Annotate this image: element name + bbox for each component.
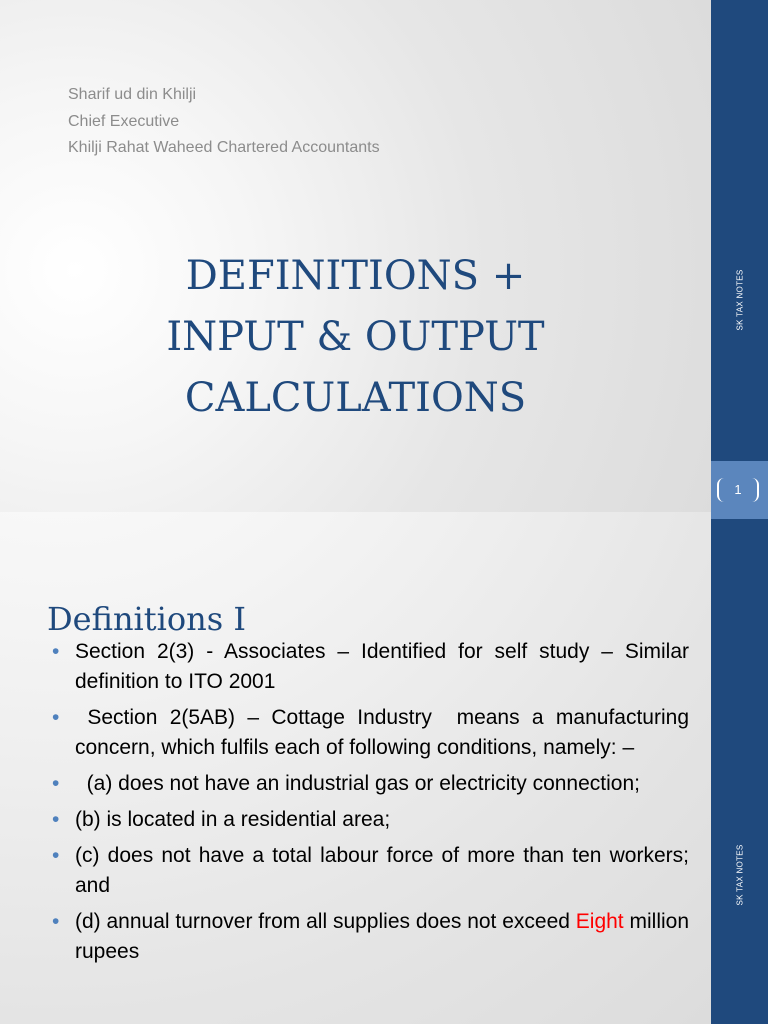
list-item: [52, 769, 689, 799]
page-number: 1: [717, 478, 759, 502]
sidebar-label: SK TAX NOTES: [735, 844, 744, 906]
list-item: [52, 841, 689, 901]
list-item-text: (a) does not have an industrial gas or electricity connection;: [75, 772, 640, 795]
title-line: INPUT & OUTPUT: [166, 314, 545, 360]
author-name: Sharif ud din Khilji: [68, 86, 197, 103]
list-item-text: (c) does not have a total labour force of more than ten workers; and: [75, 844, 689, 897]
list-item: [52, 637, 689, 697]
bullet-icon: •: [52, 640, 60, 663]
list-item-text: (d) annual turnover from all supplies does not exceed: [75, 910, 576, 933]
page-number-tab: [711, 461, 768, 519]
bullet-icon: •: [52, 808, 60, 831]
bullet-icon: •: [52, 910, 60, 933]
section-heading: Definitions I: [47, 600, 246, 638]
list-item-text: Section 2(3) - Associates – Identified for self study – Similar definition to ITO 2001: [75, 640, 689, 693]
bullet-icon: •: [52, 772, 60, 795]
slide-title: [0, 246, 711, 429]
list-item-text: Section 2(5AB) – Cottage Industry means a manufacturing concern, which fulfils each of following conditions, namely: –: [75, 706, 695, 759]
list-item: [52, 907, 689, 967]
bullet-icon: •: [52, 844, 60, 867]
sidebar: [711, 512, 768, 1024]
sidebar-label: SK TAX NOTES: [735, 269, 744, 331]
sidebar: [711, 0, 768, 512]
list-item: [52, 805, 689, 835]
list-item: [52, 703, 695, 763]
title-line: CALCULATIONS: [184, 375, 527, 421]
content-slide: [0, 512, 768, 1024]
author-role: Chief Executive: [68, 112, 180, 130]
list-item-text-after: million rupees: [75, 910, 690, 963]
list-item-text: (b) is located in a residential area;: [75, 808, 391, 831]
author-firm: Khilji Rahat Waheed Chartered Accountants: [68, 139, 380, 156]
author-block: [68, 82, 380, 162]
title-line: DEFINITIONS +: [185, 253, 526, 299]
bullet-icon: •: [52, 706, 60, 729]
bullet-list: [52, 637, 695, 973]
emphasized-text: Eight: [575, 910, 624, 933]
